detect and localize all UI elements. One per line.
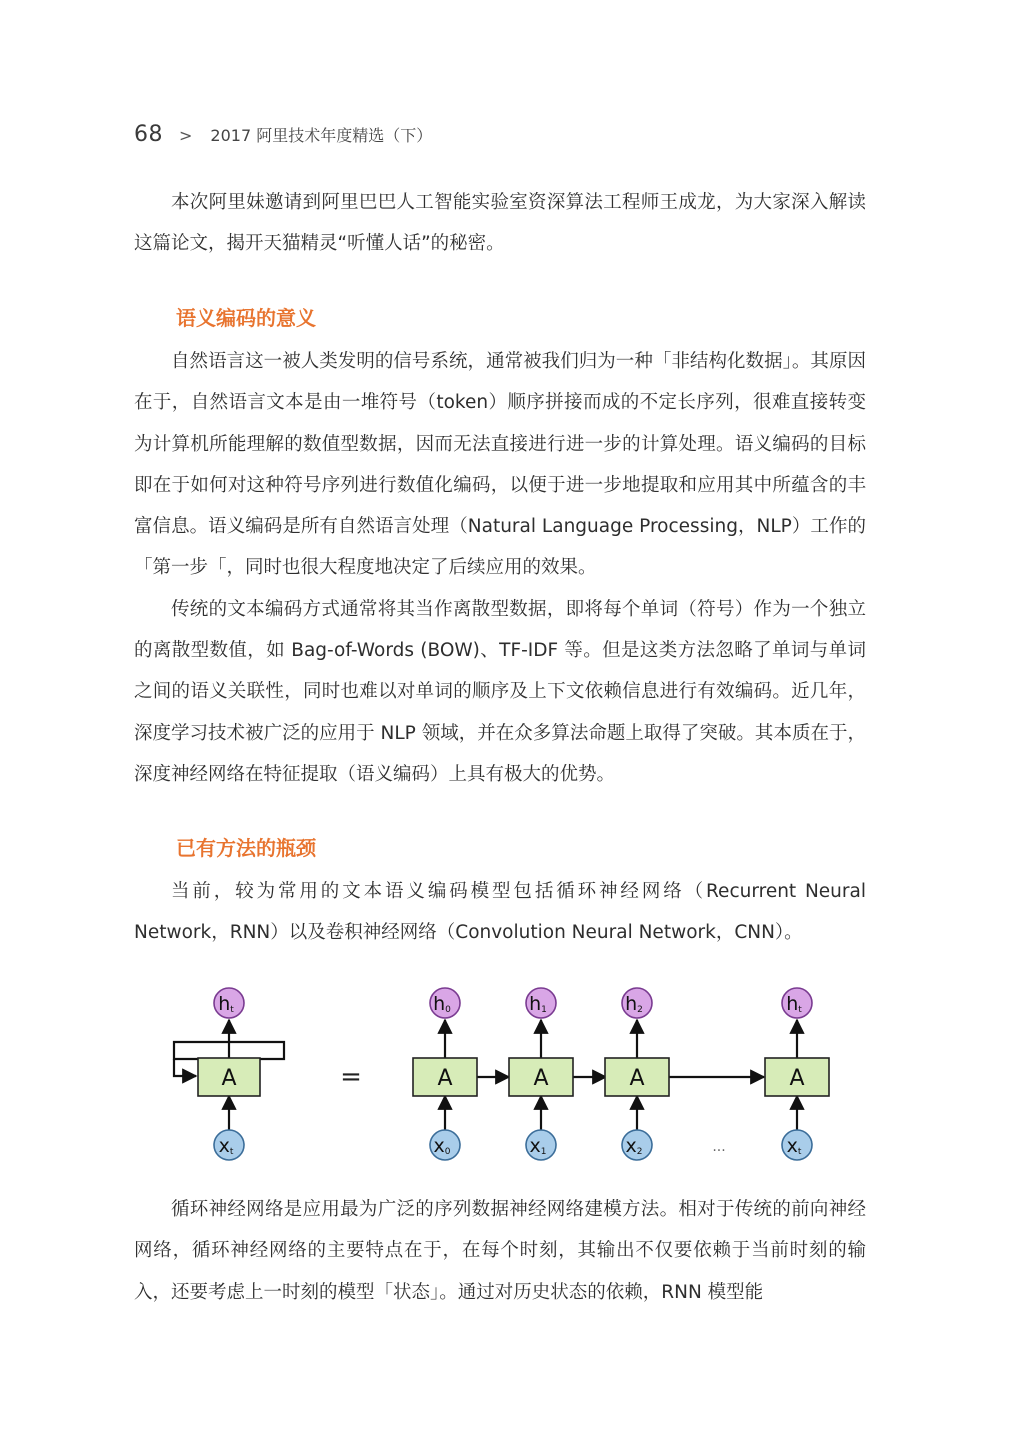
intro-paragraph: 本次阿里妹邀请到阿里巴巴人工智能实验室资深算法工程师王成龙，为大家深入解读这篇论文，揭开天猫精灵“听懂人话”的秘密。 bbox=[134, 192, 866, 255]
output-node-label: h2 bbox=[625, 993, 643, 1015]
folded-rnn bbox=[174, 988, 284, 1160]
sequence-ellipsis: ... bbox=[712, 1139, 726, 1155]
unrolled-step bbox=[765, 988, 829, 1160]
output-node-label: ht bbox=[786, 993, 802, 1015]
semantic-encoding-section bbox=[134, 341, 866, 795]
cell-label: A bbox=[437, 1066, 453, 1091]
cell-label: A bbox=[533, 1066, 549, 1091]
header-separator: > bbox=[179, 126, 193, 145]
input-node-label: x0 bbox=[433, 1135, 451, 1157]
cell-label: A bbox=[789, 1066, 805, 1091]
body-paragraph: 自然语言这一被人类发明的信号系统，通常被我们归为一种「非结构化数据」。其原因在于，自然语言文本是由一堆符号（token）顺序拼接而成的不定长序列，很难直接转变为计算机所能理解的数值型数据，因而无法直接进行进一步的计算处理。语义编码的目标即在于如何对这种符号序列进行数值化编码，以便于进一步地提取和应用其中所蕴含的丰富信息。语义编码是所有自然语言处理（Natural Language Processing，NLP）工作的「第一步「，同时也很大程度地决定了后续应用的效果。 bbox=[134, 351, 866, 579]
rnn-diagram bbox=[166, 980, 846, 1170]
unrolled-step bbox=[413, 988, 477, 1160]
unrolled-rnn bbox=[413, 988, 829, 1160]
book-title: 2017 阿里技术年度精选（下） bbox=[210, 126, 433, 145]
input-node-label: xt bbox=[218, 1135, 234, 1157]
page-number: 68 bbox=[134, 122, 163, 147]
output-node-label: ht bbox=[218, 993, 234, 1015]
cell-label: A bbox=[221, 1066, 237, 1091]
bottleneck-section bbox=[134, 871, 866, 954]
page-header bbox=[134, 122, 432, 147]
output-node-label: h1 bbox=[529, 993, 547, 1015]
body-paragraph: 循环神经网络是应用最为广泛的序列数据神经网络建模方法。相对于传统的前向神经网络，循环神经网络的主要特点在于，在每个时刻，其输出不仅要依赖于当前时刻的输入，还要考虑上一时刻的模型「状态」。通过对历史状态的依赖，RNN 模型能 bbox=[134, 1199, 866, 1303]
intro-section bbox=[134, 182, 866, 265]
body-paragraph: 当前，较为常用的文本语义编码模型包括循环神经网络（Recurrent Neural Network，RNN）以及卷积神经网络（Convolution Neural Network，CNN）。 bbox=[134, 881, 866, 944]
output-node-label: h0 bbox=[433, 993, 451, 1015]
input-node-label: x2 bbox=[625, 1135, 643, 1157]
section-heading-bottleneck: 已有方法的瓶颈 bbox=[176, 836, 316, 860]
rnn-unrolled-figure bbox=[166, 980, 846, 1170]
input-node-label: x1 bbox=[529, 1135, 547, 1157]
input-node-label: xt bbox=[786, 1135, 802, 1157]
equals-sign: = bbox=[340, 1062, 362, 1092]
cell-label: A bbox=[629, 1066, 645, 1091]
rnn-section bbox=[134, 1189, 866, 1313]
section-heading-semantic-encoding: 语义编码的意义 bbox=[176, 306, 316, 330]
body-paragraph: 传统的文本编码方式通常将其当作离散型数据，即将每个单词（符号）作为一个独立的离散型数值，如 Bag-of-Words (BOW)、TF-IDF 等。但是这类方法忽略了单词与单词之间的语义关联性，同时也难以对单词的顺序及上下文依赖信息进行有效编码。近几年，深度学习技术被广泛的应用于 NLP 领域，并在众多算法命题上取得了突破。其本质在于，深度神经网络在特征提取（语义编码）上具有极大的优势。 bbox=[134, 598, 866, 785]
recurrent-loop-arrow bbox=[174, 1059, 196, 1076]
unrolled-step bbox=[605, 988, 669, 1160]
unrolled-step bbox=[509, 988, 573, 1160]
